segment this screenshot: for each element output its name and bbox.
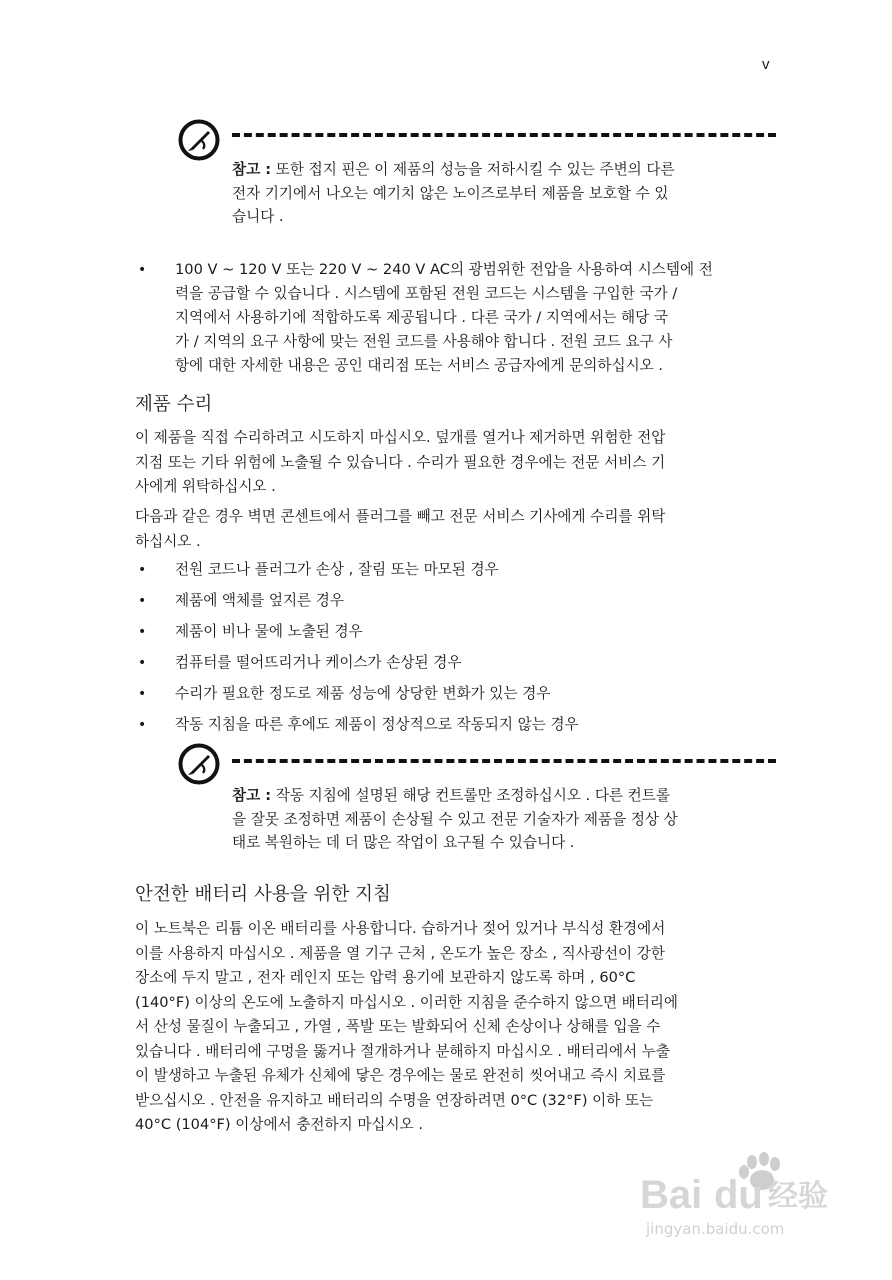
repair-conditions-list <box>135 558 780 744</box>
note-text <box>232 784 772 855</box>
note-line: 참고 : 또한 접지 핀은 이 제품의 성능을 저하시킬 수 있는 주변의 다른 <box>232 161 675 178</box>
note-pen-icon <box>177 118 221 162</box>
note-line: 태로 복원하는 데 더 많은 작업이 요구될 수 있습니다 . <box>232 834 575 851</box>
list-item: • 제품에 액체를 엎지른 경우 <box>138 592 344 609</box>
list-item: • 전원 코드나 플러그가 손상 , 잘림 또는 마모된 경우 <box>138 561 499 578</box>
watermark-brand: Bai <box>640 1173 703 1217</box>
page-number: v <box>762 56 770 73</box>
baidu-watermark-logo <box>640 1150 870 1250</box>
paragraph: 다음과 같은 경우 벽면 콘센트에서 플러그를 빼고 전문 서비스 기사에게 수리를 위탁 하십시오 . <box>135 508 666 550</box>
note-text <box>232 158 772 229</box>
note-pen-icon <box>177 742 221 786</box>
note-label: 참고 : <box>232 787 272 804</box>
paragraph: 이 노트북은 리튬 이온 배터리를 사용합니다. 습하거나 젖어 있거나 부식성 환경에서 이를 사용하지 마십시오 . 제품을 열 기구 근처 , 온도가 높은 장소 , 직사광선이 강한 장소에 두지 말고 , 전자 레인지 또는 압력 용기에 보관하지 않도록 하며 , 60°C (140°F) 이상의 온도에 노출하지 마십시오 . 이러한 지침을 준수하지 않으면 배터리에 서 산성 물질이 누출되고 , 가열 , 폭발 또는 발화되어 신체 손상이나 상해를 입을 수 있습니다 . 배터리에 구멍을 뚫거나 절개하거나 분해하지 마십시오 . 배터리에서 누출 이 발생하고 누출된 유체가 신체에 닿은 경우에는 물로 완전히 씻어내고 즉시 치료를 받으십시오 . 안전을 유지하고 배터리의 수명을 연장하려면 0°C (32°F) 이하 또는 40°C (104°F) 이상에서 충전하지 마십시오 . <box>135 920 678 1133</box>
list-item: • 제품이 비나 물에 노출된 경우 <box>138 623 363 640</box>
note-line: 을 잘못 조정하면 제품이 손상될 수 있고 전문 기술자가 제품을 정상 상 <box>232 810 678 828</box>
note-line: 참고 : 작동 지침에 설명된 해당 컨트롤만 조정하십시오 . 다른 컨트롤 <box>232 787 670 804</box>
list-item: • 컴퓨터를 떨어뜨리거나 케이스가 손상된 경우 <box>138 654 462 671</box>
paragraph: 이 제품을 직접 수리하려고 시도하지 마십시오. 덮개를 열거나 제거하면 위험한 전압 지점 또는 기타 위험에 노출될 수 있습니다 . 수리가 필요한 경우에는 전문 서비스 기 사에게 위탁하십시오 . <box>135 429 666 495</box>
list-item: • 수리가 필요한 정도로 제품 성능에 상당한 변화가 있는 경우 <box>138 685 551 702</box>
section-heading: 제품 수리 <box>135 394 213 415</box>
note-label: 참고 : <box>232 161 272 178</box>
watermark-url: jingyan.baidu.com <box>646 1220 785 1238</box>
section-heading: 안전한 배터리 사용을 위한 지침 <box>135 884 391 905</box>
note-divider <box>232 133 776 137</box>
note-divider <box>232 759 776 763</box>
bullet-dot: • <box>138 262 147 278</box>
watermark-brand-cn: 经验 <box>768 1179 828 1214</box>
note-line: 전자 기기에서 나오는 예기치 않은 노이즈로부터 제품을 보호할 수 있 <box>232 184 669 202</box>
watermark-brand-du: du <box>714 1173 763 1217</box>
note-line: 습니다 . <box>232 208 284 225</box>
list-item: • 100 V ~ 120 V 또는 220 V ~ 240 V AC의 광범위한 전압을 사용하여 시스템에 전 력을 공급할 수 있습니다 . 시스템에 포함된 전원 코드는 시스템을 구입한 국가 / 지역에서 사용하기에 적합하도록 제공됩니다 . 다른 국가 / 지역에서는 해당 국 가 / 지역의 요구 사항에 맞는 전원 코드를 사용해야 합니다 . 전원 코드 요구 사 항에 대한 자세한 내용은 공인 대리점 또는 서비스 공급자에게 문의하십시오 . <box>135 258 780 378</box>
list-item: • 작동 지침을 따른 후에도 제품이 정상적으로 작동되지 않는 경우 <box>138 716 579 733</box>
power-bullet-list <box>135 258 780 378</box>
